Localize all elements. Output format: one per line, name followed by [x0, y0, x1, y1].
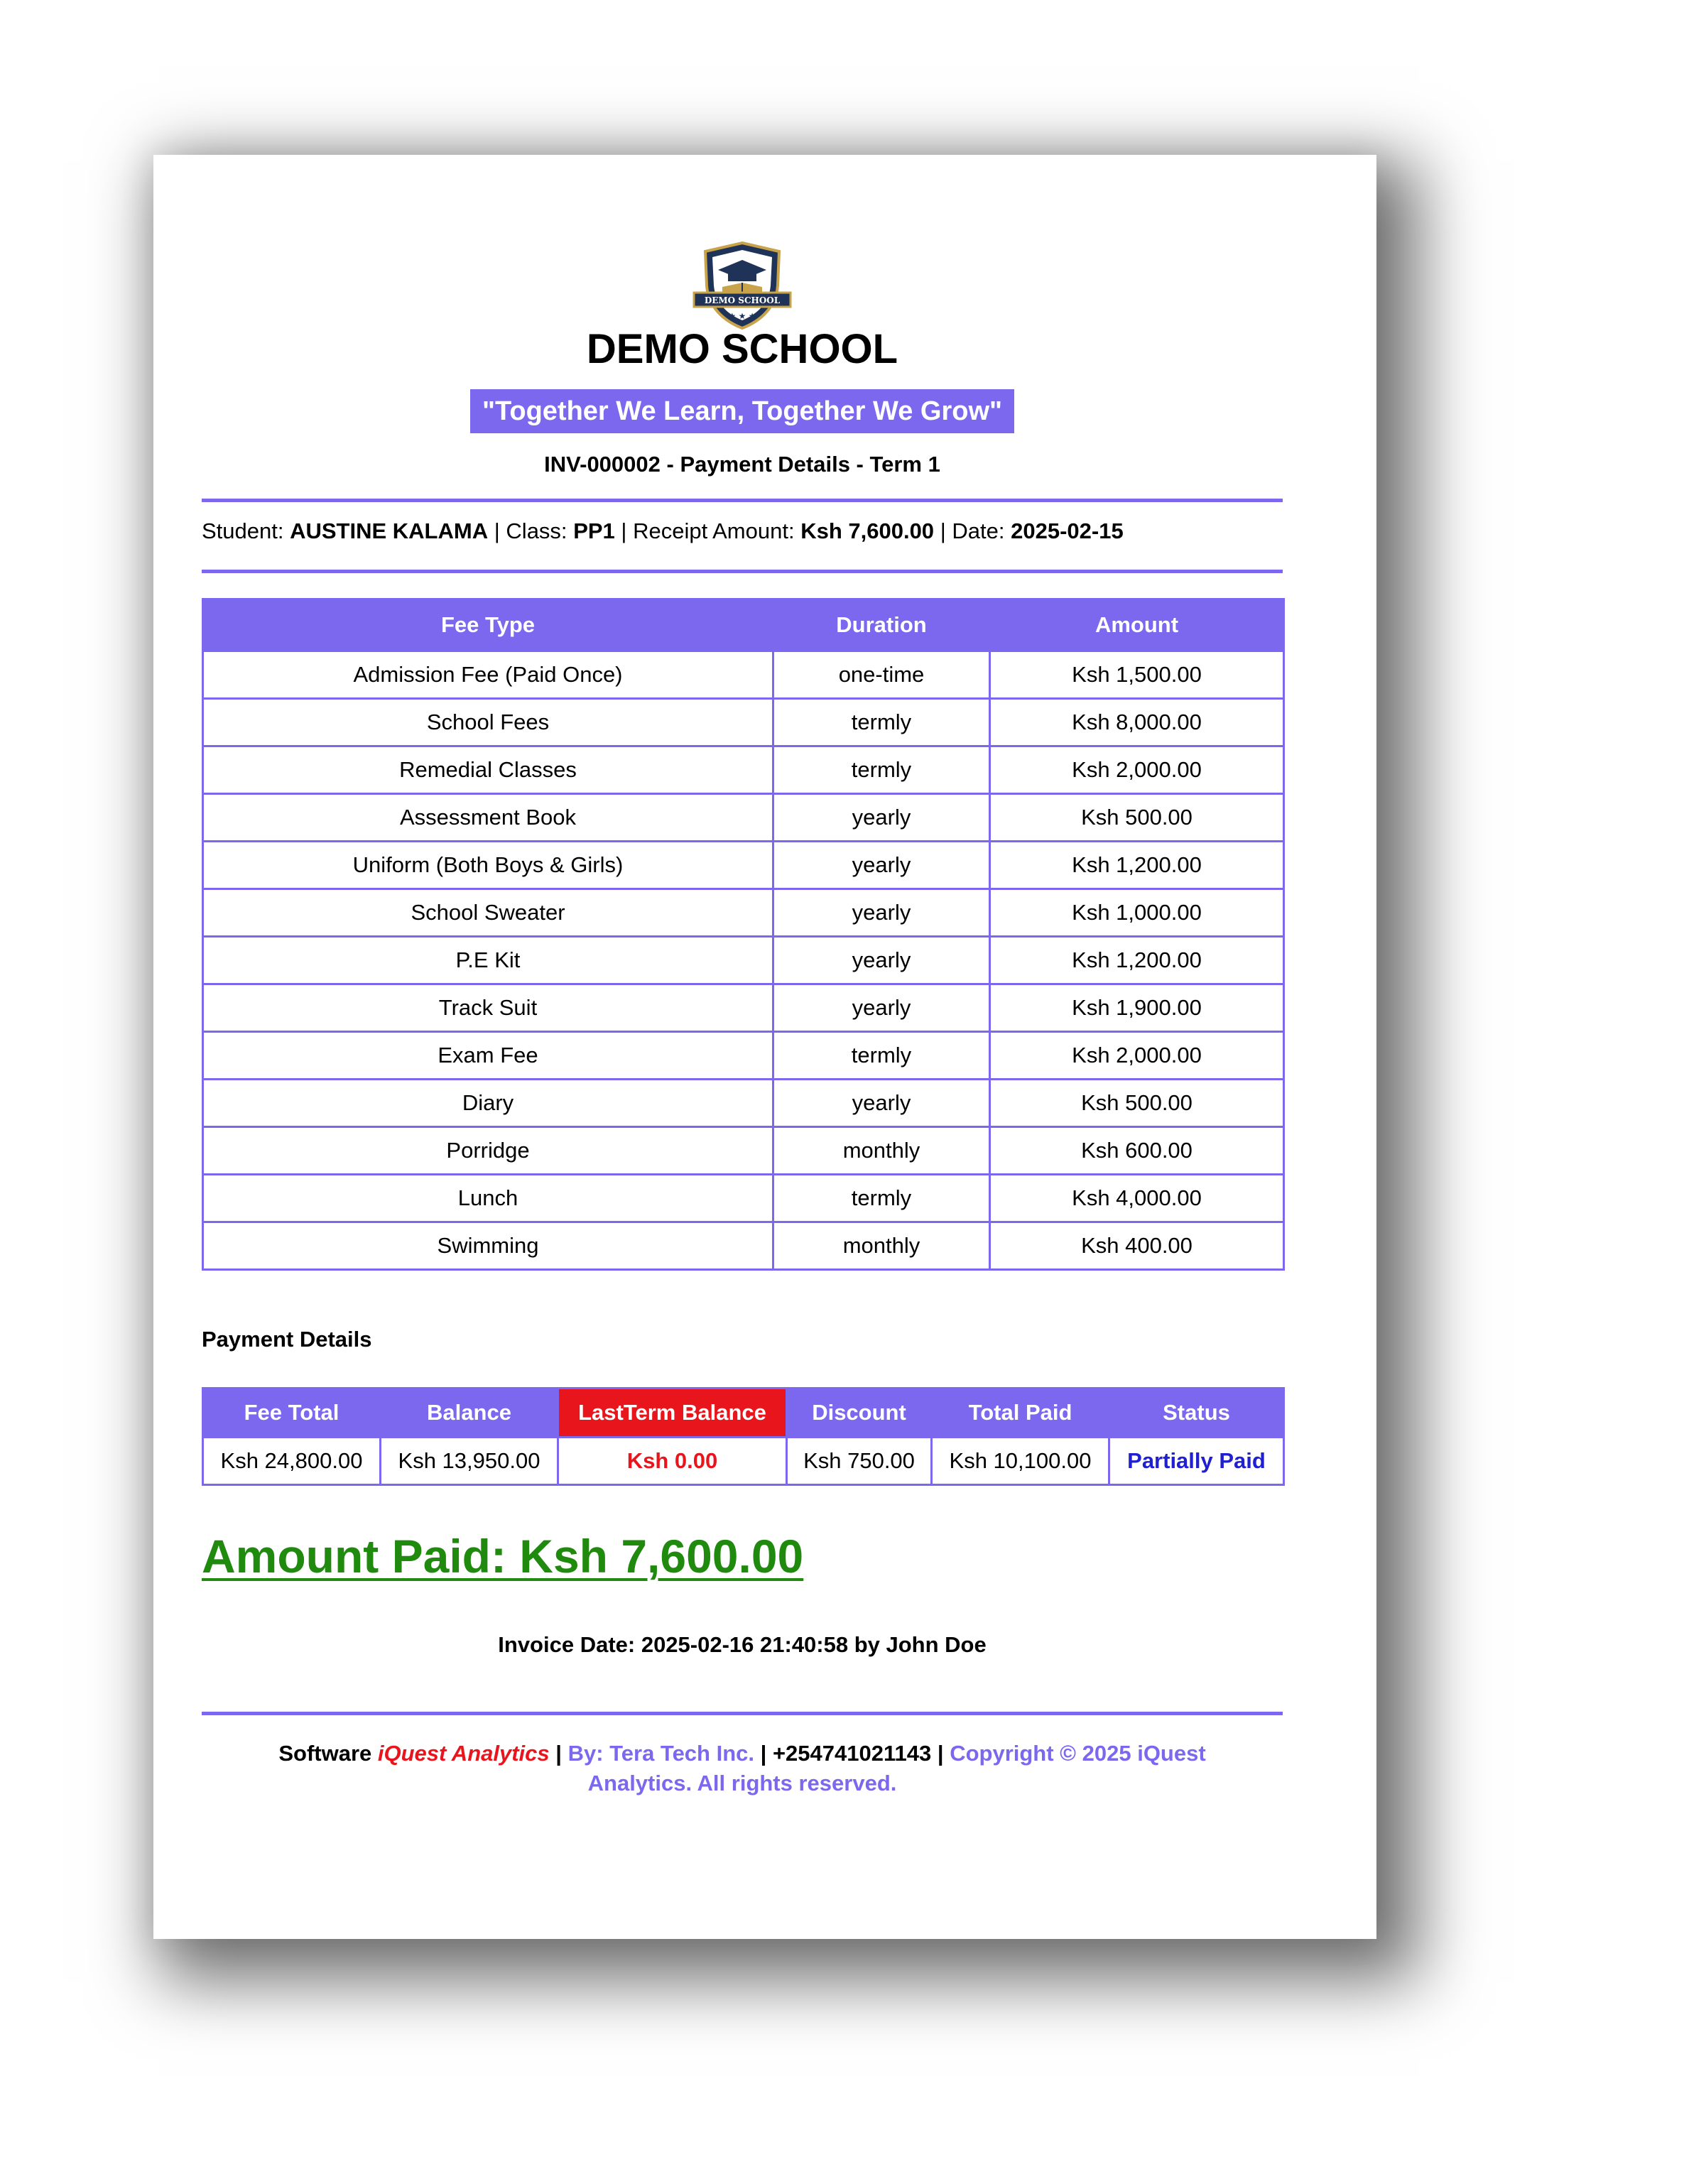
invoice-heading: INV-000002 - Payment Details - Term 1	[544, 452, 940, 477]
amount-paid: Amount Paid: Ksh 7,600.00	[202, 1530, 804, 1582]
copyright-notice: Copyright © 2025 iQuest Analytics. All rights reserved.	[587, 1741, 1206, 1795]
duration-cell: one-time	[773, 651, 990, 699]
table-row	[203, 1032, 1284, 1080]
class-label: Class:	[506, 518, 567, 543]
receipt-amount-value: Ksh 7,600.00	[800, 518, 935, 543]
fee-type-cell: Porridge	[203, 1127, 773, 1175]
school-crest-icon	[692, 239, 792, 331]
amount-cell: Ksh 400.00	[990, 1222, 1284, 1270]
footer-separator: |	[760, 1741, 767, 1766]
invoice-date: Invoice Date: 2025-02-16 21:40:58 by John Doe	[498, 1632, 987, 1657]
table-row	[203, 937, 1284, 984]
fee-type-cell: Track Suit	[203, 984, 773, 1032]
payment-summary-table	[202, 1387, 1285, 1486]
table-row	[203, 889, 1284, 937]
amount-cell: Ksh 500.00	[990, 794, 1284, 842]
footer-separator: |	[555, 1741, 562, 1766]
student-label: Student:	[202, 518, 284, 543]
amount-cell: Ksh 8,000.00	[990, 699, 1284, 746]
amount-cell: Ksh 1,200.00	[990, 842, 1284, 889]
fee-type-header: Fee Type	[203, 599, 773, 651]
separator: |	[621, 518, 627, 543]
duration-cell: yearly	[773, 794, 990, 842]
duration-cell: monthly	[773, 1222, 990, 1270]
fee-type-cell: School Fees	[203, 699, 773, 746]
fee-type-cell: P.E Kit	[203, 937, 773, 984]
school-logo	[202, 239, 1283, 331]
developer-credit: By: Tera Tech Inc.	[567, 1741, 755, 1766]
duration-cell: monthly	[773, 1127, 990, 1175]
student-info-line	[202, 518, 1283, 544]
school-name: DEMO SCHOOL	[586, 326, 898, 372]
fee-table	[202, 598, 1285, 1271]
invoice-page	[153, 155, 1376, 1939]
amount-cell: Ksh 4,000.00	[990, 1175, 1284, 1222]
date-label: Date:	[952, 518, 1005, 543]
balance-header: Balance	[381, 1389, 558, 1438]
fee-type-cell: Lunch	[203, 1175, 773, 1222]
duration-cell: termly	[773, 699, 990, 746]
duration-cell: yearly	[773, 889, 990, 937]
duration-header: Duration	[773, 599, 990, 651]
divider-student	[202, 570, 1283, 573]
motto-container	[202, 389, 1283, 433]
duration-cell: termly	[773, 1175, 990, 1222]
total-paid-header: Total Paid	[932, 1389, 1109, 1438]
software-label: Software	[278, 1741, 372, 1766]
fee-type-cell: Uniform (Both Boys & Girls)	[203, 842, 773, 889]
divider-top	[202, 499, 1283, 502]
total-paid-value: Ksh 10,100.00	[932, 1438, 1109, 1485]
table-row	[203, 1080, 1284, 1127]
table-row	[203, 1127, 1284, 1175]
table-row	[203, 699, 1284, 746]
duration-cell: termly	[773, 746, 990, 794]
last-term-balance-header: LastTerm Balance	[558, 1389, 787, 1438]
duration-cell: yearly	[773, 984, 990, 1032]
student-name: AUSTINE KALAMA	[290, 518, 489, 543]
amount-cell: Ksh 600.00	[990, 1127, 1284, 1175]
payment-table-header	[203, 1389, 1284, 1438]
fee-type-cell: Remedial Classes	[203, 746, 773, 794]
amount-cell: Ksh 1,900.00	[990, 984, 1284, 1032]
divider-footer	[202, 1712, 1283, 1715]
amount-cell: Ksh 1,500.00	[990, 651, 1284, 699]
status-header: Status	[1109, 1389, 1284, 1438]
contact-phone: +254741021143	[772, 1741, 932, 1766]
fee-type-cell: School Sweater	[203, 889, 773, 937]
fee-total-header: Fee Total	[203, 1389, 381, 1438]
receipt-amount-label: Receipt Amount:	[633, 518, 795, 543]
status-badge: Partially Paid	[1109, 1438, 1284, 1485]
table-row	[203, 1222, 1284, 1270]
payment-details-label: Payment Details	[202, 1327, 372, 1352]
table-row	[203, 842, 1284, 889]
fee-type-cell: Exam Fee	[203, 1032, 773, 1080]
payment-values-row	[203, 1438, 1284, 1485]
table-row	[203, 1175, 1284, 1222]
fee-type-cell: Assessment Book	[203, 794, 773, 842]
amount-cell: Ksh 1,200.00	[990, 937, 1284, 984]
discount-header: Discount	[787, 1389, 932, 1438]
amount-cell: Ksh 2,000.00	[990, 746, 1284, 794]
class-value: PP1	[573, 518, 615, 543]
table-row	[203, 651, 1284, 699]
fee-total-value: Ksh 24,800.00	[203, 1438, 381, 1485]
software-name: iQuest Analytics	[377, 1741, 550, 1766]
amount-cell: Ksh 2,000.00	[990, 1032, 1284, 1080]
separator: |	[940, 518, 946, 543]
school-motto: "Together We Learn, Together We Grow"	[470, 389, 1014, 433]
fee-type-cell: Admission Fee (Paid Once)	[203, 651, 773, 699]
table-row	[203, 794, 1284, 842]
footer-separator: |	[937, 1741, 944, 1766]
date-value: 2025-02-15	[1011, 518, 1124, 543]
table-row	[203, 746, 1284, 794]
fee-type-cell: Swimming	[203, 1222, 773, 1270]
discount-value: Ksh 750.00	[787, 1438, 932, 1485]
logo-text: DEMO SCHOOL	[704, 295, 781, 305]
amount-cell: Ksh 500.00	[990, 1080, 1284, 1127]
duration-cell: yearly	[773, 842, 990, 889]
balance-value: Ksh 13,950.00	[381, 1438, 558, 1485]
svg-text:★ ★ ★: ★ ★ ★	[728, 311, 756, 321]
separator: |	[494, 518, 500, 543]
footer	[230, 1739, 1254, 1798]
amount-header: Amount	[990, 599, 1284, 651]
fee-table-header	[203, 599, 1284, 651]
duration-cell: yearly	[773, 1080, 990, 1127]
duration-cell: termly	[773, 1032, 990, 1080]
amount-cell: Ksh 1,000.00	[990, 889, 1284, 937]
duration-cell: yearly	[773, 937, 990, 984]
fee-type-cell: Diary	[203, 1080, 773, 1127]
last-term-balance-value: Ksh 0.00	[558, 1438, 787, 1485]
table-row	[203, 984, 1284, 1032]
